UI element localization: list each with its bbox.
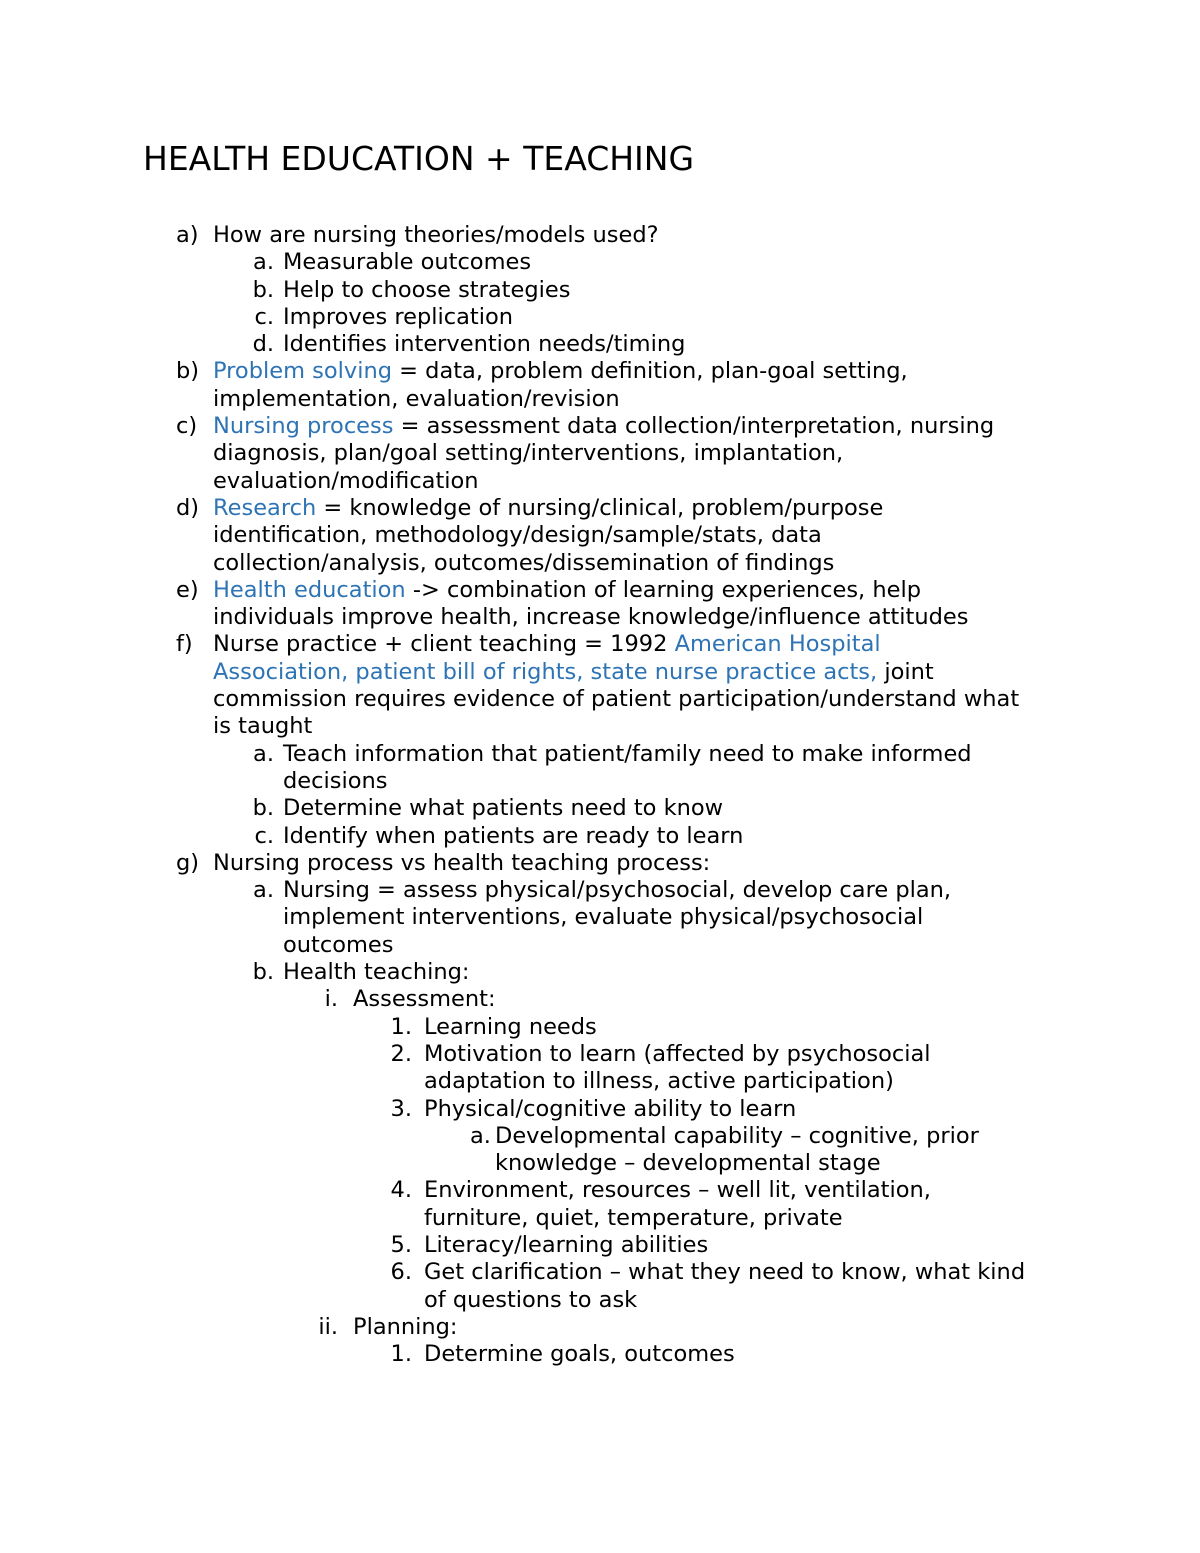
text-segment: diagnosis, plan/goal setting/interventions, implantation, <box>213 440 844 467</box>
text-segment: implement interventions, evaluate physical/psychosocial <box>283 904 924 931</box>
outline-item <box>0 331 1200 358</box>
outline-item-text <box>424 1041 1200 1096</box>
text-segment: Measurable outcomes <box>283 249 532 276</box>
list-marker: f) <box>176 631 193 658</box>
text-segment: commission requires evidence of patient participation/understand what <box>213 686 1020 713</box>
text-line <box>424 1259 1200 1286</box>
outline-item <box>0 986 1200 1013</box>
text-segment: Health teaching: <box>283 959 470 986</box>
text-line <box>283 277 1200 304</box>
list-marker: d) <box>176 494 200 521</box>
text-segment: is taught <box>213 713 313 740</box>
list-marker: b) <box>176 358 200 385</box>
outline-item-text <box>424 1232 1200 1259</box>
outline-item-text <box>283 959 1200 986</box>
list-marker: b. <box>252 959 274 986</box>
list-marker: b. <box>252 795 274 822</box>
outline-item <box>0 631 1200 740</box>
text-segment: implementation, evaluation/revision <box>213 385 620 412</box>
list-marker: a. <box>253 877 274 904</box>
list-marker: a. <box>470 1122 491 1149</box>
text-line <box>424 1177 1200 1204</box>
highlighted-term: Nursing process <box>213 413 394 440</box>
text-segment: Nursing = assess physical/psychosocial, develop care plan, <box>283 877 952 904</box>
text-line <box>213 495 1200 522</box>
outline-item-text <box>213 577 1200 632</box>
outline-item <box>0 1177 1200 1232</box>
text-line <box>213 522 1200 549</box>
text-line <box>213 631 1200 658</box>
text-segment: Assessment: <box>353 986 496 1013</box>
list-marker: ii. <box>318 1313 338 1340</box>
text-segment: furniture, quiet, temperature, private <box>424 1204 843 1231</box>
text-line <box>283 904 1200 931</box>
text-line <box>283 249 1200 276</box>
list-marker: 3. <box>390 1095 412 1122</box>
text-line <box>353 986 1200 1013</box>
highlighted-term: Health education <box>213 576 406 603</box>
outline-list <box>0 222 1200 1368</box>
text-segment: Get clarification – what they need to know, what kind <box>424 1259 1026 1286</box>
text-segment: Developmental capability – cognitive, prior <box>495 1122 979 1149</box>
list-marker: 1. <box>390 1013 412 1040</box>
outline-item-text <box>283 795 1200 822</box>
list-marker: i. <box>324 986 338 1013</box>
text-segment: Improves replication <box>283 303 514 330</box>
outline-item <box>0 1314 1200 1341</box>
text-segment: Literacy/learning abilities <box>424 1231 709 1258</box>
outline-item-text <box>283 249 1200 276</box>
outline-item <box>0 577 1200 632</box>
outline-item-text <box>213 495 1200 577</box>
outline-item-text <box>213 413 1200 495</box>
list-marker: c. <box>254 822 274 849</box>
outline-item-text <box>283 741 1200 796</box>
outline-item-text <box>424 1341 1200 1368</box>
outline-item-text <box>353 986 1200 1013</box>
text-segment: Motivation to learn (affected by psychosocial <box>424 1040 931 1067</box>
text-segment: joint <box>877 658 934 685</box>
list-marker: a. <box>253 249 274 276</box>
text-segment: evaluation/modification <box>213 467 479 494</box>
outline-item <box>0 1232 1200 1259</box>
outline-item <box>0 795 1200 822</box>
text-line <box>213 440 1200 467</box>
text-line <box>424 1341 1200 1368</box>
outline-item <box>0 413 1200 495</box>
outline-item-text <box>424 1259 1200 1314</box>
outline-item <box>0 358 1200 413</box>
list-marker: a. <box>253 740 274 767</box>
list-marker: a) <box>176 222 199 248</box>
text-line <box>495 1123 1200 1150</box>
text-segment: Nurse practice + client teaching = 1992 <box>213 631 675 658</box>
outline-item <box>0 1123 1200 1178</box>
outline-item <box>0 1041 1200 1096</box>
outline-item-text <box>213 358 1200 413</box>
text-line <box>213 577 1200 604</box>
list-marker: e) <box>176 576 199 603</box>
text-segment: Learning needs <box>424 1013 597 1040</box>
text-segment: = assessment data collection/interpretation, nursing <box>393 413 995 440</box>
text-segment: Teach information that patient/family need to make informed <box>283 740 972 767</box>
text-segment: decisions <box>283 767 388 794</box>
text-line <box>283 331 1200 358</box>
text-line <box>283 823 1200 850</box>
text-line <box>283 768 1200 795</box>
text-line <box>424 1041 1200 1068</box>
text-segment: Identifies intervention needs/timing <box>283 331 686 358</box>
text-line <box>213 550 1200 577</box>
list-marker: 1. <box>390 1341 412 1368</box>
outline-item-text <box>283 877 1200 959</box>
text-segment: Physical/cognitive ability to learn <box>424 1095 797 1122</box>
text-line <box>213 686 1200 713</box>
text-line <box>213 604 1200 631</box>
outline-item-text <box>283 277 1200 304</box>
page-title: HEALTH EDUCATION + TEACHING <box>143 139 695 178</box>
outline-item <box>0 222 1200 249</box>
outline-item <box>0 959 1200 986</box>
outline-item-text <box>283 823 1200 850</box>
text-line <box>283 877 1200 904</box>
list-marker: 5. <box>390 1231 412 1258</box>
text-line <box>495 1150 1200 1177</box>
list-marker: c. <box>254 303 274 330</box>
outline-item <box>0 495 1200 577</box>
outline-item-text <box>283 331 1200 358</box>
text-line <box>424 1232 1200 1259</box>
outline-item-text <box>213 850 1200 877</box>
text-line <box>213 713 1200 740</box>
outline-item <box>0 277 1200 304</box>
highlighted-term: Research <box>213 494 317 521</box>
text-line <box>283 304 1200 331</box>
text-line <box>353 1314 1200 1341</box>
text-segment: outcomes <box>283 931 394 958</box>
list-marker: g) <box>176 849 200 876</box>
outline-item <box>0 1014 1200 1041</box>
outline-item-text <box>213 222 1200 249</box>
outline-item-text <box>495 1123 1200 1178</box>
highlighted-term: American Hospital <box>674 631 881 658</box>
outline-item <box>0 1259 1200 1314</box>
outline-item <box>0 823 1200 850</box>
text-segment: Determine what patients need to know <box>283 795 724 822</box>
list-marker: c) <box>176 413 198 440</box>
text-segment: individuals improve health, increase knowledge/influence attitudes <box>213 604 969 631</box>
text-segment: = knowledge of nursing/clinical, problem/purpose <box>316 494 884 521</box>
outline-item <box>0 877 1200 959</box>
outline-item-text <box>213 631 1200 740</box>
text-line <box>283 795 1200 822</box>
text-segment: How are nursing theories/models used? <box>213 222 659 248</box>
text-line <box>213 222 1200 249</box>
highlighted-term: Association, patient bill of rights, state nurse practice acts, <box>213 658 878 685</box>
outline-item-text <box>424 1014 1200 1041</box>
text-line <box>424 1287 1200 1314</box>
outline-item <box>0 304 1200 331</box>
text-segment: of questions to ask <box>424 1286 638 1313</box>
text-segment: = data, problem definition, plan-goal setting, <box>392 358 908 385</box>
text-line <box>283 741 1200 768</box>
outline-item <box>0 850 1200 877</box>
outline-item <box>0 249 1200 276</box>
text-line <box>424 1068 1200 1095</box>
outline-item <box>0 741 1200 796</box>
text-segment: Nursing process vs health teaching process: <box>213 849 711 876</box>
text-segment: Help to choose strategies <box>283 276 571 303</box>
text-segment: identification, methodology/design/sample/stats, data <box>213 522 822 549</box>
text-segment: collection/analysis, outcomes/dissemination of findings <box>213 549 835 576</box>
outline-item-text <box>424 1177 1200 1232</box>
outline-item-text <box>353 1314 1200 1341</box>
text-line <box>213 358 1200 385</box>
list-marker: d. <box>252 331 274 358</box>
text-segment: -> combination of learning experiences, help <box>405 576 922 603</box>
outline-item-text <box>283 304 1200 331</box>
text-segment: Environment, resources – well lit, ventilation, <box>424 1177 931 1204</box>
text-line <box>424 1096 1200 1123</box>
outline-item <box>0 1096 1200 1123</box>
text-segment: Determine goals, outcomes <box>424 1341 735 1368</box>
text-line <box>213 413 1200 440</box>
list-marker: b. <box>252 276 274 303</box>
list-marker: 6. <box>390 1259 412 1286</box>
highlighted-term: Problem solving <box>213 358 392 385</box>
text-segment: Planning: <box>353 1313 458 1340</box>
text-line <box>213 386 1200 413</box>
text-segment: knowledge – developmental stage <box>495 1150 881 1177</box>
text-segment: adaptation to illness, active participation) <box>424 1068 894 1095</box>
list-marker: 4. <box>390 1177 412 1204</box>
text-line <box>424 1205 1200 1232</box>
text-line <box>213 468 1200 495</box>
list-marker: 2. <box>390 1040 412 1067</box>
text-line <box>213 850 1200 877</box>
text-line <box>283 959 1200 986</box>
text-line <box>213 659 1200 686</box>
text-line <box>283 932 1200 959</box>
outline-item-text <box>424 1096 1200 1123</box>
text-segment: Identify when patients are ready to learn <box>283 822 744 849</box>
text-line <box>424 1014 1200 1041</box>
outline-item <box>0 1341 1200 1368</box>
